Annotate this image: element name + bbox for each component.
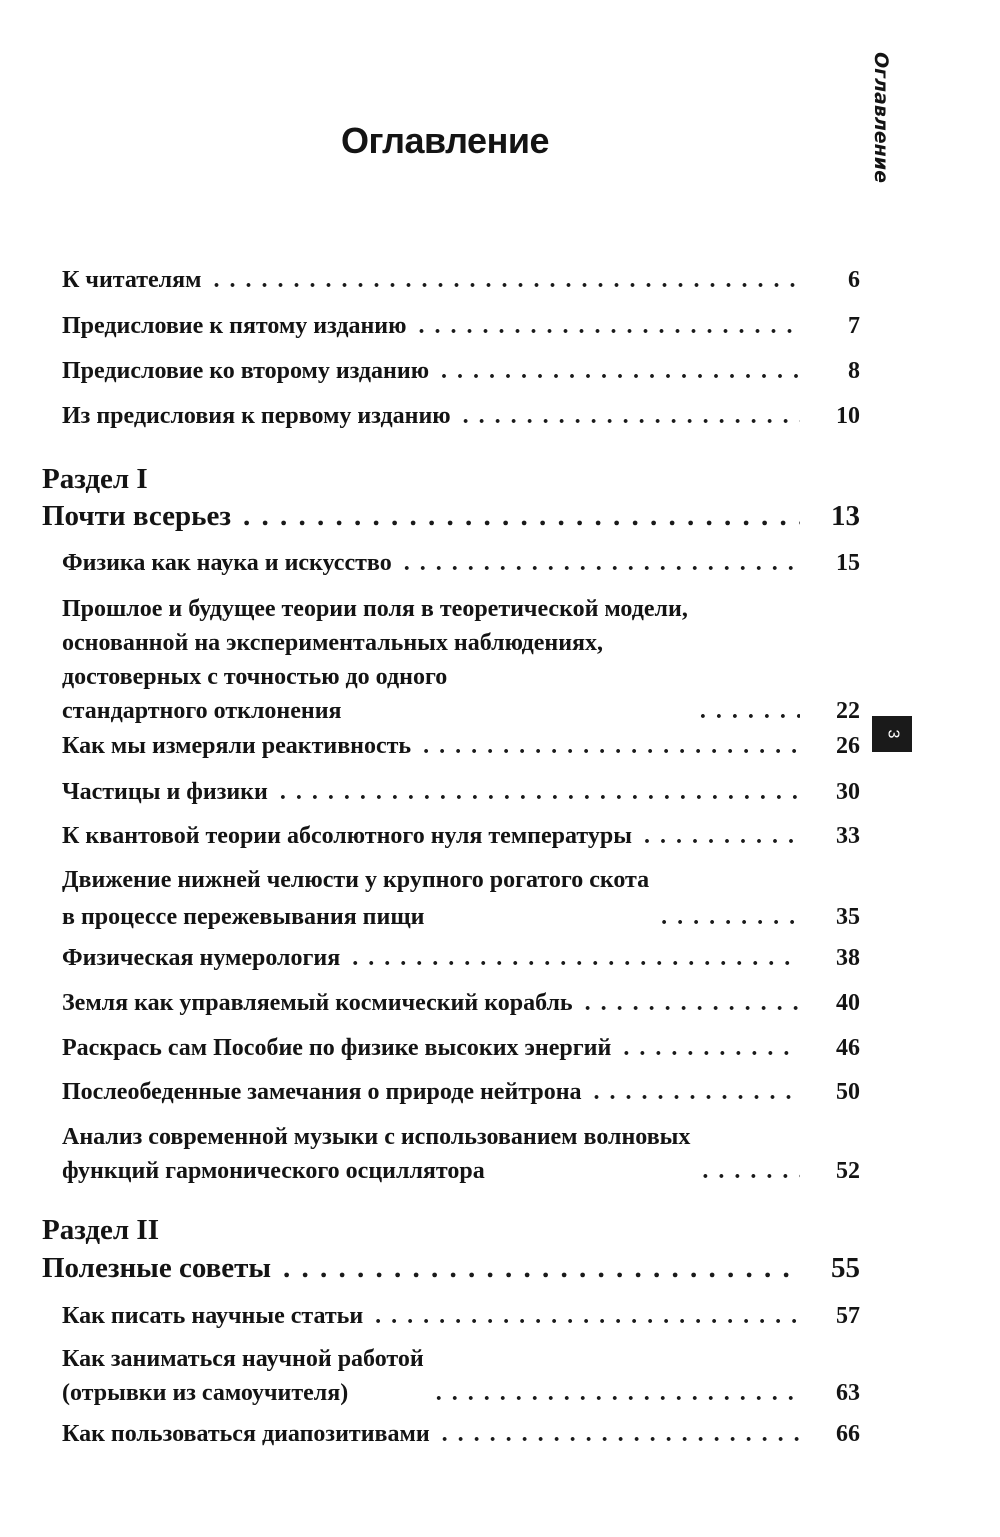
entry-page: 35: [836, 904, 860, 930]
toc-entry[interactable]: [62, 818, 860, 855]
leader-dots: [243, 498, 800, 535]
toc-entry[interactable]: [62, 308, 860, 345]
entry-title: Физика как наука и искусство: [62, 550, 392, 576]
section-label: Раздел I: [42, 463, 148, 495]
entry-title: Раскрась сам Пособие по физике высоких энергий: [62, 1035, 612, 1061]
toc-entry[interactable]: [62, 985, 860, 1022]
toc-entry[interactable]: [62, 862, 860, 936]
leader-dots: [585, 985, 800, 1022]
entry-title: Частицы и физики: [62, 779, 268, 805]
toc-entry[interactable]: [62, 1030, 860, 1067]
leader-dots: [404, 545, 800, 582]
entry-page: 15: [836, 550, 860, 576]
leader-dots: [283, 1250, 800, 1287]
entry-title: Как писать научные статьи: [62, 1303, 364, 1329]
page-number: 3: [884, 729, 901, 739]
leader-dots: [352, 940, 800, 977]
entry-page: 22: [836, 698, 860, 724]
leader-dots: [423, 728, 800, 765]
entry-page: 30: [836, 779, 860, 805]
entry-page: 26: [836, 733, 860, 759]
entry-page: 10: [836, 403, 860, 429]
running-head: Оглавление: [870, 52, 892, 183]
leader-dots: [702, 1154, 800, 1188]
entry-page: 66: [836, 1421, 860, 1447]
leader-dots: [375, 1298, 800, 1335]
leader-dots: [594, 1074, 800, 1111]
entry-title: Анализ современной музыки с использованием волновых функций гармонического осциллятора: [62, 1124, 691, 1184]
section-label: Раздел II: [42, 1214, 159, 1246]
entry-title: Предисловие ко второму изданию: [62, 358, 430, 384]
entry-page: 6: [848, 267, 860, 293]
entry-title: К квантовой теории абсолютного нуля температуры: [62, 823, 632, 849]
toc-entry[interactable]: [62, 592, 860, 728]
entry-page: 57: [836, 1303, 860, 1329]
entry-title: Как мы измеряли реактивность: [62, 733, 412, 759]
entry-page: 8: [848, 358, 860, 384]
leader-dots: [436, 1376, 800, 1410]
entry-page: 52: [836, 1158, 860, 1184]
entry-page: 40: [836, 990, 860, 1016]
entry-title: Предисловие к пятому изданию: [62, 313, 407, 339]
toc-entry[interactable]: [62, 262, 860, 299]
leader-dots: [418, 308, 800, 345]
entry-title: К читателям: [62, 267, 202, 293]
section-page: 13: [831, 500, 860, 532]
entry-title: Прошлое и будущее теории поля в теоретической модели, основанной на экспериментальных наблюдениях, достоверных с точностью до одного стандартного отклонения: [62, 596, 688, 724]
page-number-tab: [872, 716, 912, 752]
toc-entry[interactable]: [62, 1120, 860, 1188]
entry-page: 46: [836, 1035, 860, 1061]
entry-title: Послеобеденные замечания о природе нейтрона: [62, 1079, 582, 1105]
entry-title: Физическая нумерология: [62, 945, 341, 971]
section-title: Полезные советы: [42, 1252, 272, 1284]
entry-page: 38: [836, 945, 860, 971]
entry-title: Как пользоваться диапозитивами: [62, 1421, 430, 1447]
entry-title: Как заниматься научной работой (отрывки из самоучителя): [62, 1346, 424, 1406]
leader-dots: [661, 899, 800, 936]
leader-dots: [463, 398, 800, 435]
section-page: 55: [831, 1252, 860, 1284]
toc-entry[interactable]: [62, 940, 860, 977]
toc-entry[interactable]: [62, 728, 860, 765]
leader-dots: [442, 1416, 800, 1453]
toc-entry[interactable]: [62, 1416, 860, 1453]
toc-entry[interactable]: [62, 1298, 860, 1335]
entry-title: Из предисловия к первому изданию: [62, 403, 451, 429]
leader-dots: [623, 1030, 800, 1067]
entry-page: 63: [836, 1380, 860, 1406]
toc-entry[interactable]: [62, 774, 860, 811]
leader-dots: [213, 262, 800, 299]
entry-page: 50: [836, 1079, 860, 1105]
page-title: Оглавление: [341, 120, 549, 161]
entry-page: 33: [836, 823, 860, 849]
leader-dots: [280, 774, 800, 811]
toc-entry[interactable]: [62, 398, 860, 435]
entry-title: Движение нижней челюсти у крупного рогатого скота в процессе пережевывания пищи: [62, 867, 650, 930]
section-heading[interactable]: [42, 498, 860, 535]
toc-entry[interactable]: [62, 353, 860, 390]
leader-dots: [441, 353, 800, 390]
toc-entry[interactable]: [62, 1074, 860, 1111]
toc-entry[interactable]: [62, 545, 860, 582]
toc-entry[interactable]: [62, 1342, 860, 1410]
section-heading[interactable]: [42, 1250, 860, 1287]
section-title: Почти всерьез: [42, 500, 231, 532]
entry-page: 7: [848, 313, 860, 339]
leader-dots: [644, 818, 800, 855]
entry-title: Земля как управляемый космический корабль: [62, 990, 573, 1016]
leader-dots: [700, 694, 800, 728]
